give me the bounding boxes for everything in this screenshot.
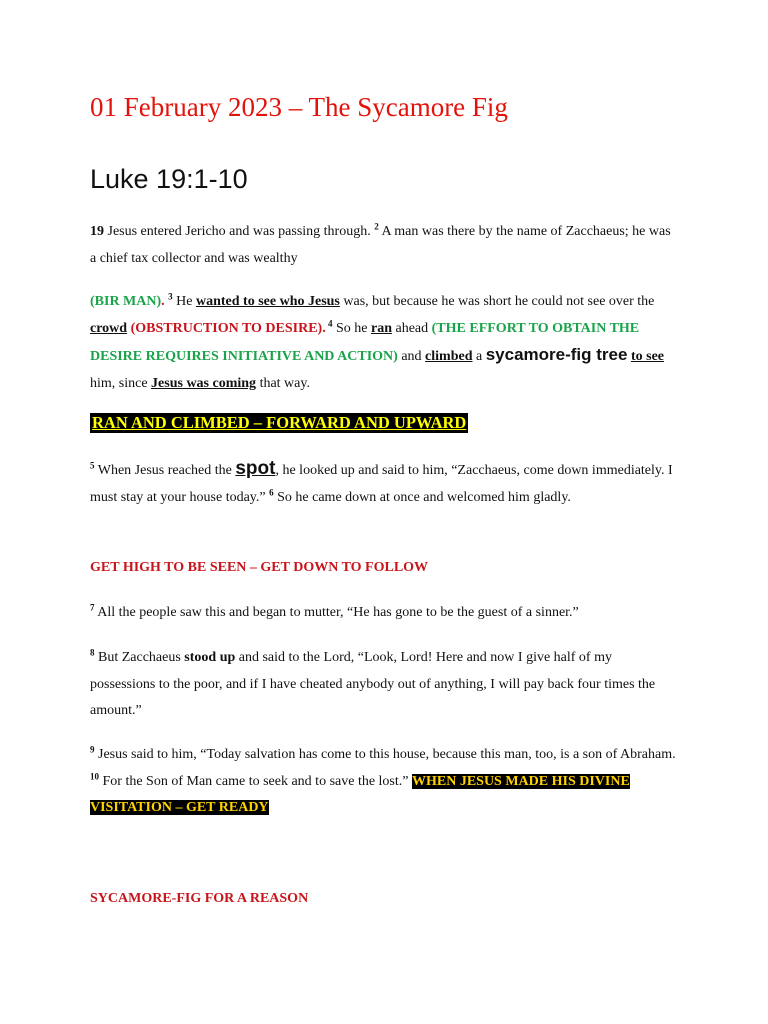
verse-text: All the people saw this and began to mutter, “He has gone to be the guest of a sinner.” [94,605,579,620]
emphasis-stood-up: stood up [184,650,236,665]
verse-text: A man was there by the name of Zacchaeus; he was a chief tax collector and was wealthy [90,224,671,266]
verse-text: He [172,294,196,309]
verse-text: was, but because he was short he could not see over the [339,294,655,309]
verse-text: ahead [391,320,432,336]
verse-number: 5 [90,460,95,471]
verse-text: For the Son of Man came to seek and to save the lost.” [99,773,412,789]
paragraph-verse-5-6 [90,456,680,511]
verse-text: Jesus entered Jericho and was passing through. [104,224,375,239]
verse-number: 8 [90,647,95,658]
emphasis-climbed: climbed [425,349,473,364]
emphasis-sycamore-fig-tree: sycamore-fig tree [485,345,628,364]
emphasis-ran: ran [370,320,392,336]
page-title: 01 February 2023 – The Sycamore Fig [90,92,508,122]
annotation-bir-man: (BIR MAN) [90,294,162,309]
scripture-reference: Luke 19:1-10 [90,164,248,194]
paragraph-verse-8 [90,645,680,725]
verse-number: 6 [269,486,274,497]
verse-number: 10 [90,770,99,781]
annotation-obstruction: (OBSTRUCTION TO DESIRE). [127,320,326,336]
highlight-divine-visitation: WHEN JESUS MADE HIS DIVINE VISITATION – GET READY [90,773,630,815]
verse-text: But Zacchaeus [94,650,185,665]
verse-text: Jesus said to him, “Today salvation has come to this house, because this man, too, is a son of Abraham. [94,747,676,762]
verse-number: 19 [90,224,104,239]
paragraph-verse-9-10 [90,742,680,822]
verse-text: that way. [256,375,310,391]
verse-text: a [472,349,486,364]
verse-number: 7 [90,602,95,613]
annotation-effort: (THE EFFORT TO OBTAIN THE DESIRE REQUIRES INITIATIVE AND ACTION) [90,320,640,364]
paragraph-verse-7 [90,600,680,627]
paragraph-verse-3-4 [90,289,680,397]
emphasis-wanted-to-see: wanted to see who Jesus [195,294,340,309]
verse-text: So he came down at once and welcomed him gladly. [273,489,571,505]
annotation-dot: . [161,294,169,309]
emphasis-crowd: crowd [90,320,128,336]
emphasis-to-see: to see [630,349,664,364]
verse-text: and said to the Lord, “Look, Lord! Here and now I give half of my possessions to the poor, and if I have cheated anybody out of anything, I will pay back four times the amount.” [90,650,656,718]
verse-text: , he looked up and said to him, “Zacchaeus, come down immediately. I must stay at your house today.” [90,463,673,505]
section-heading: SYCAMORE-FIG FOR A REASON [90,891,309,906]
verse-text: When Jesus reached the [94,463,236,478]
section-heading: GET HIGH TO BE SEEN – GET DOWN TO FOLLOW [90,560,429,575]
verse-text: him, since [90,375,152,391]
verse-text: and [397,349,426,364]
paragraph-verse-1-2 [90,219,680,272]
verse-text: So he [332,320,371,336]
emphasis-jesus-was-coming: Jesus was coming [151,375,257,391]
section-banner: RAN AND CLIMBED – FORWARD AND UPWARD [92,413,467,432]
verse-number: 3 [168,291,173,302]
verse-number: 9 [90,744,95,755]
verse-number: 4 [325,317,333,328]
verse-number: 2 [374,221,379,232]
emphasis-spot: spot [235,458,276,479]
